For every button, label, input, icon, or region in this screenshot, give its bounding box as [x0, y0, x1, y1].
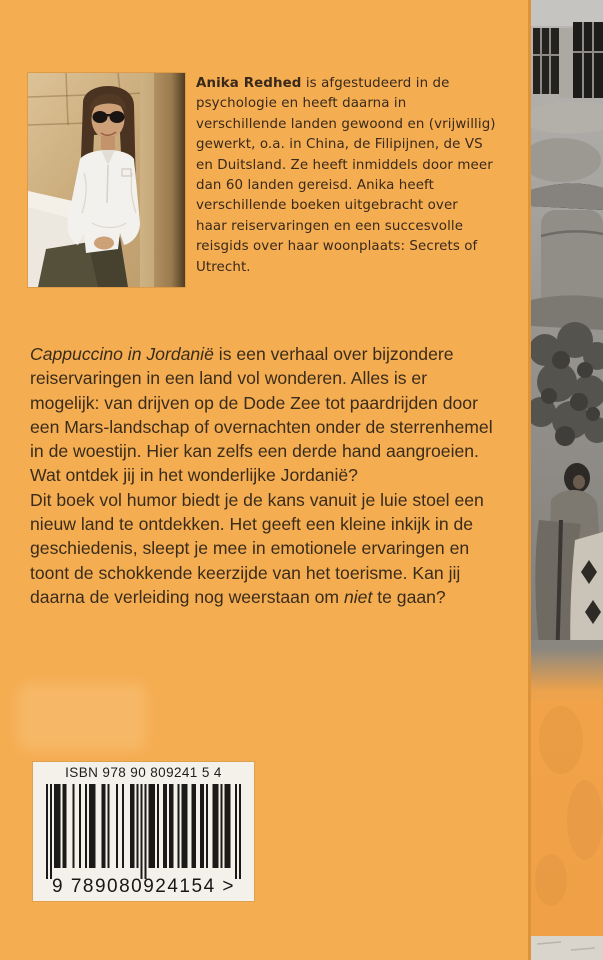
author-photo [28, 73, 185, 287]
bio-line: verschillende landen gewoond en (vrijwillig) [196, 116, 496, 132]
author-photo-illustration [28, 73, 185, 287]
description-line: Cappuccino in Jordanië is een verhaal over bijzondere [30, 344, 454, 364]
emphasis-word: niet [343, 586, 373, 607]
description-line: in de woestijn. Hier kan zelfs een derde hand aangroeien. [30, 441, 479, 462]
barcode-number: 9 789080924154 > [51, 876, 236, 897]
bio-line: en Duitsland. Ze heeft inmiddels door meer [196, 157, 493, 173]
faded-publisher-mark [18, 684, 146, 750]
bio-line: gewerkt, o.a. in China, de Filipijnen, de VS [196, 137, 483, 153]
description-line: mogelijk: van drijven op de Dode Zee tot paardrijden door [30, 392, 478, 413]
book-title: Cappuccino in Jordanië [30, 344, 214, 364]
book-description [30, 342, 530, 609]
spine-photo-illustration [531, 0, 603, 960]
description-line: toont de schokkende keerzijde van het toerisme. Kan jij [30, 562, 461, 583]
description-line: daarna de verleiding nog weerstaan om niet te gaan? [30, 586, 446, 607]
description-line: een Mars-landschap of overnachten onder de sterrenhemel [30, 416, 493, 437]
isbn-label: ISBN 978 90 809241 5 4 [65, 765, 222, 780]
description-line: Wat ontdek jij in het wonderlijke Jordanië? [30, 465, 358, 486]
description-line: geschiedenis, sleept je mee in emotionele ervaringen en [30, 538, 470, 559]
bio-line: Utrecht. [196, 259, 251, 275]
description-line: reiservaringen in een land vol wonderen. Alles is er [30, 368, 428, 389]
description-line: Dit boek vol humor biedt je de kans vanuit je luie stoel een [30, 489, 484, 510]
spine-photo-strip [528, 0, 603, 960]
barcode-bars [46, 784, 241, 879]
bio-line: dan 60 landen gereisd. Anika heeft [196, 178, 434, 194]
author-bio-text [196, 74, 496, 278]
bio-line: verschillende boeken uitgebracht over [196, 198, 458, 214]
description-line: nieuw land te ontdekken. Het geeft een kleine inkijk in de [30, 514, 474, 535]
bio-line: reisgids over haar woonplaats: Secrets of [196, 239, 478, 255]
author-name: Anika Redhed [196, 76, 302, 91]
bio-line: Anika Redhed is afgestudeerd in de [196, 76, 450, 91]
bio-line: psychologie en heeft daarna in [196, 96, 407, 112]
bio-line: haar reiservaringen en een succesvolle [196, 218, 464, 234]
barcode-box [33, 762, 254, 901]
